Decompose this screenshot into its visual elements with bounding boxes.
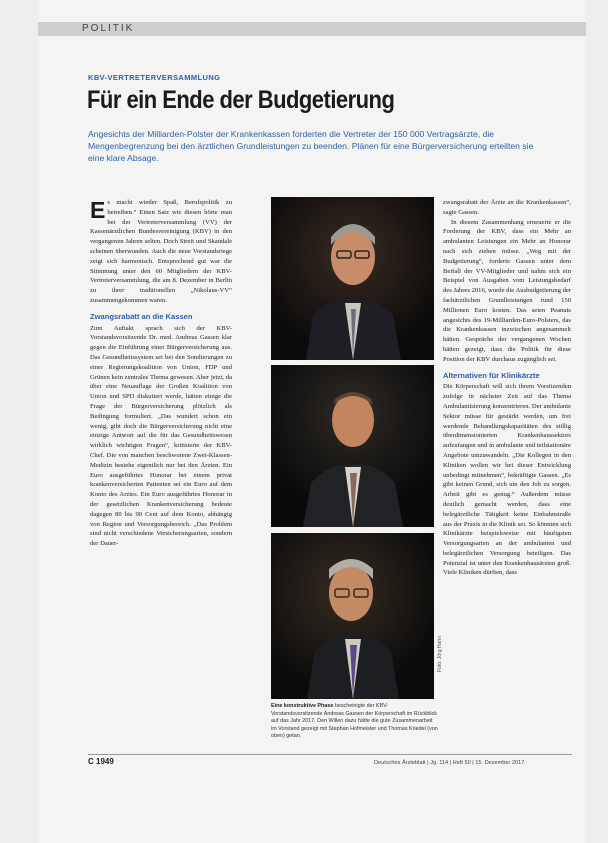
text-column-right — [443, 198, 571, 578]
section-label: POLITIK — [82, 23, 135, 34]
col3-paragraph-2: In diesem Zusammenhang erneuerte er die Forderung der KBV, dass ein Mehr an ambulanten Leistungen ein Mehr an Honorar nach sich ziehen müsse. „Weg mit der Budgetierung“, forderte Gassen unter dem Beifall der VV-Mitglieder und nahm sich ein Beispiel von Ausgaben vom Leistungsbedarf des Jahres 2016, wurde die Ausbudgetierung der fachärztlichen Grundleistungen rund 150 Millionen Euro kosten. Das seien Peanuts angesichts des 19-Milliarden-Euro-Polsters, das die Krankenkassen inzwischen angesammelt hätten. Gespräche der vergangenen Wochen hätten gezeigt, dass die Politik für diese Position der KBV durchaus zugänglich sei. — [443, 218, 571, 363]
photo-speaker-3 — [271, 533, 434, 699]
caption-bold: Eine konstruktive Phase — [271, 703, 334, 709]
col3-body-paragraph: Die Körperschaft will sich ihrem Vorsitzenden zufolge in nächster Zeit auf das Thema Ambulantisierung konzentrieren. Der ambulante Sektor müsse für gestärkt werden, um frei werdende Behandlungskapazitäten des stillig überdimensionierten Krankenhaussektors aufzufangen und in ambulante und teilstationäre Angebote umzuwandeln. „Die Kollegen in den Kliniken wollen wir bei dieser Entwicklung unbedingt mitnehmen“, bekräftigte Gassen. „Es gibt keinen Grund, sich um den Job zu sorgen. Arbeit gibt es genug.“ Außerdem müsse deutlich gemacht werden, dass eine belegärztliche Tätigkeit keine Einbahnstraße aus der Praxis in die Klinik sei. So könnten sich Klinikärzte beispielsweise mit häufigsten Versorgungsarten an der ambulanten und belegärztlichen Versorgung beteiligen. Das Potenzial ist unter den Krankenhausärzten groß. Viele Kliniken dürften, dass — [443, 383, 571, 577]
article-title: Für ein Ende der Budgetierung — [87, 86, 395, 114]
footer-rule — [88, 754, 572, 755]
photo-credit: Foto: Jörg Hahn — [437, 636, 443, 672]
subheading-1: Zwangsrabatt an die Kassen — [90, 311, 193, 321]
subheading-2: Alternativen für Klinikärzte — [443, 370, 540, 380]
photo-caption — [271, 703, 439, 741]
text-column-left — [90, 198, 232, 549]
page-number: C 1949 — [88, 757, 114, 766]
body-paragraph-1: Zum Auftakt sprach sich der KBV-Vorstandsvorsitzende Dr. med. Andreas Gassen klar gegen die Einführung einer Bürgerversicherung aus. Das Gesundheitssystem sei bei den Sondierungen zu einer Regierungskoalition von Union, FDP und Grünen kein zentrales Thema gewesen. Aber jetzt, da über eine Neuauflage der Großen Koalition von Union und SPD diskutiert werde, hätten einige die Frage der Bürgerversicherung plötzlich als Bedingung formuliert. „Das wundert schon ein wenig, gibt doch die Bürgerversicherung nicht eine einzige Antwort auf die für das Gesundheitswesen wirklich wichtigen Fragen“, kritisierte der KBV-Chef. Die von manchen beschworene Zwei-Klassen-Medizin bestehe eigentlich nur bei den Ärzten. Ein Euro ausgeführtes Honorar bei einem privat krankenversicherten Patienten sei ein Euro auf dem Konto des Arztes. Ein Euro ausgeführtes Honorar in der gesetzlichen Krankenversicherung bedeute dagegen 80 bis 90 Cent auf dem Konto, abhängig von Region und Versorgungsbereich. „Das Problem sind nicht verschiedene Versicherungsarten, sondern der Dauer- — [90, 324, 232, 548]
page — [38, 0, 586, 843]
photo-speaker-2 — [271, 365, 434, 527]
caption-text: bescheinigte der KBV-Vorstandsvorsitzende Andreas Gassen der Körperschaft im Rückblick auf das Jahr 2017. Den Willen dazu hätte die gute Zusammenarbeit im Vorstand gezeigt mit Stephan Hofmeister und Thomas Kriedel (von oben) getan. — [271, 703, 438, 740]
kicker: KBV-VERTRETERVERSAMMLUNG — [88, 73, 221, 82]
col3-top-paragraph: zwangsrabatt der Ärzte an die Krankenkassen“, sagte Gassen. — [443, 199, 571, 216]
photo-speaker-1 — [271, 197, 434, 360]
article-lead: Angesichts der Milliarden-Polster der Krankenkassen forderten die Vertreter der 150 000 Vertragsärzte, die Mengenbegrenzung bei den ärztlichen Grundleistungen zu beenden. Plänen für eine Bürgerversicherung erteilten sie eine klare Absage. — [88, 129, 534, 163]
drop-cap: E — [90, 197, 106, 223]
intro-paragraph: s macht wieder Spaß, Berufspolitik zu betreiben.“ Einen Satz wie diesen hörte man bei der Vertreterversammlung (VV) der Kassenärztlichen Bundesvereinigung (KBV) in den vergangenen Jahren selten. Doch Streit und Skandale scheinen überwunden. Auch die neue Vorstandsriege zeigt sich harmonisch. Entsprechend gut war die Stimmung unter den 60 Mitgliedern der KBV-Vertreterversammlung, die am 8. Dezember in Berlin zu ihrer traditionellen „Nikolaus-VV“ zusammengekommen waren. — [90, 199, 232, 304]
journal-footer: Deutsches Ärzteblatt | Jg. 114 | Heft 50 | 15. Dezember 2017 — [374, 760, 525, 766]
